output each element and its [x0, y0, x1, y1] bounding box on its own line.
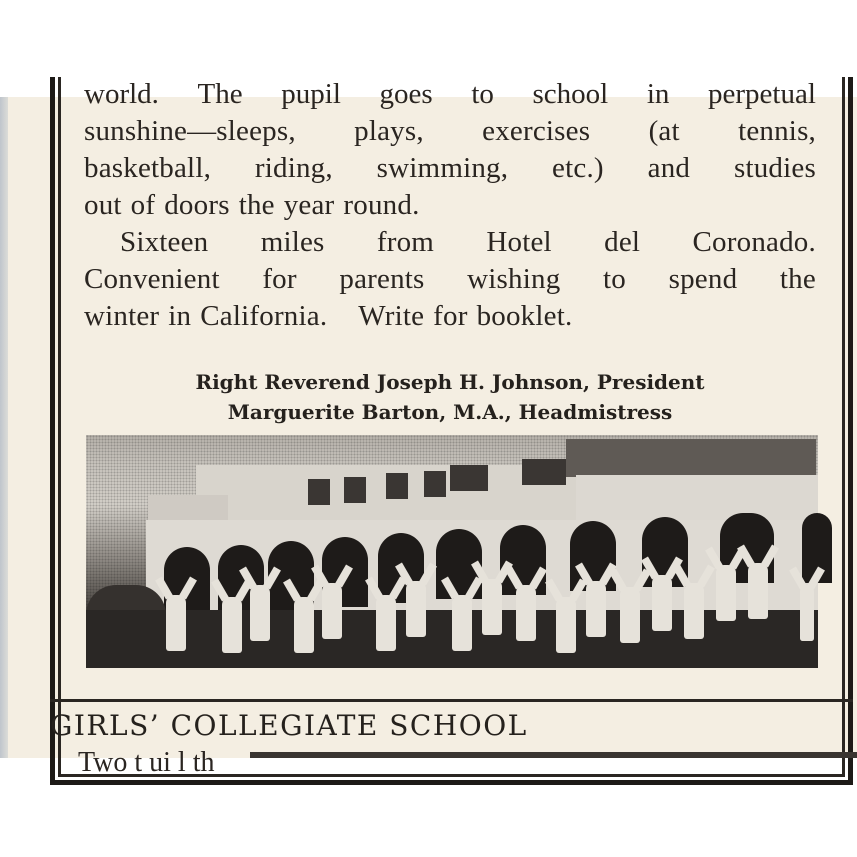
photo-girl [322, 583, 342, 639]
text-line [84, 113, 816, 150]
word: California. [200, 300, 328, 332]
word: sunshine—sleeps, [84, 115, 296, 147]
word: del [604, 226, 641, 258]
text-line [84, 261, 816, 298]
word: school [532, 78, 609, 110]
word: to [603, 263, 626, 295]
photo-window [424, 471, 446, 497]
word: Sixteen [120, 226, 209, 258]
next-section-partial-text: Two t ui l th [78, 747, 215, 778]
school-photo [86, 435, 818, 668]
word: goes [379, 78, 433, 110]
word: for [433, 300, 468, 332]
clipped-text-line [84, 76, 816, 113]
word: exercises [482, 115, 591, 147]
word: and [647, 152, 691, 184]
photo-girl [800, 585, 814, 641]
photo-girl [294, 597, 314, 653]
word: year [283, 189, 335, 221]
photo-girl [222, 597, 242, 653]
photo-girl [452, 595, 472, 651]
word: from [376, 226, 435, 258]
photo-girl [748, 563, 768, 619]
photo-window [344, 477, 366, 503]
word: miles [260, 226, 325, 258]
word: Convenient [84, 263, 220, 295]
word: The [197, 78, 243, 110]
word: in [168, 300, 192, 332]
word: round. [343, 189, 420, 221]
photo-girl [620, 587, 640, 643]
word: for [262, 263, 297, 295]
paragraph-location [84, 224, 816, 335]
photo-girl [716, 565, 736, 621]
text-line [84, 187, 816, 224]
text-line [84, 150, 816, 187]
text-line [84, 298, 816, 335]
photo-window [450, 465, 488, 491]
word: riding, [254, 152, 333, 184]
word: winter [84, 300, 160, 332]
word: Hotel [486, 226, 552, 258]
word: world. [84, 78, 159, 110]
photo-girl [406, 581, 426, 637]
word: of [130, 189, 156, 221]
word: plays, [354, 115, 424, 147]
next-section-heading: GIRLS’ COLLEGIATE SCHOOL [50, 709, 528, 742]
word: etc.) [552, 152, 604, 184]
photo-girl [684, 583, 704, 639]
photo-window [522, 459, 566, 485]
text-line [84, 224, 816, 261]
word: in [646, 78, 670, 110]
paragraph-activities [84, 113, 816, 224]
newspaper-clipping [0, 78, 857, 778]
photo-girl [556, 597, 576, 653]
photo-girl [166, 595, 186, 651]
word: wishing [467, 263, 561, 295]
torn-edge-shadow [250, 752, 857, 758]
word: the [779, 263, 816, 295]
word: (at [648, 115, 680, 147]
president-line: Right Reverend Joseph H. Johnson, President [195, 370, 705, 394]
photo-girl [482, 579, 502, 635]
word: the [238, 189, 275, 221]
word: Coronado. [692, 226, 816, 258]
word: pupil [281, 78, 341, 110]
word: studies [733, 152, 816, 184]
photo-window [308, 479, 330, 505]
word: Write [358, 300, 425, 332]
photo-girl [586, 581, 606, 637]
headmistress-line: Marguerite Barton, M.A., Headmistress [227, 400, 673, 424]
photo-girl [250, 585, 270, 641]
word: out [84, 189, 122, 221]
staff-credits [86, 367, 814, 427]
word: booklet. [476, 300, 573, 332]
word: doors [164, 189, 230, 221]
photo-window [386, 473, 408, 499]
word: perpetual [708, 78, 816, 110]
photo-girl [516, 585, 536, 641]
word: to [471, 78, 494, 110]
photo-roof [566, 439, 816, 477]
section-divider [50, 699, 853, 702]
word: spend [668, 263, 738, 295]
paper-edge-shadow [0, 97, 8, 758]
word: basketball, [84, 152, 212, 184]
word: swimming, [376, 152, 509, 184]
word: parents [339, 263, 425, 295]
word: tennis, [738, 115, 816, 147]
photo-girl [652, 575, 672, 631]
photo-girl [376, 595, 396, 651]
